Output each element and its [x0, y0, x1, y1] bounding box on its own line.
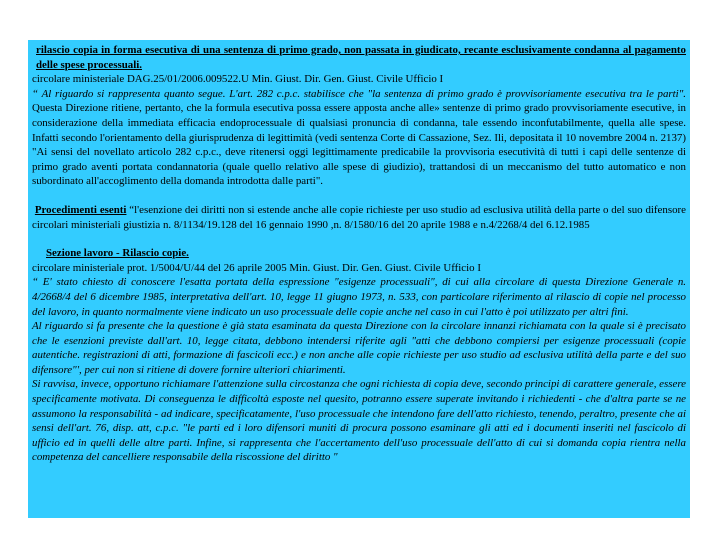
section2-body: “l'esenzione dei diritti non si estende anche alle copie richieste per uso studio ad esclusiva utilità della parte o del suo difensore circolari ministeriali giustizia n. 8/1134/19.128 del 16 gennaio 1990 ,n. 8/1580/16 del 20 aprile 1988 e n.4/2268/4 del 6.12.1985 — [32, 203, 686, 231]
slide-content — [28, 40, 690, 518]
section2-text — [32, 203, 686, 232]
section2-title: Procedimenti esenti — [34, 203, 127, 216]
section-sezione-lavoro — [32, 246, 686, 465]
section1-body: Questa Direzione ritiene, pertanto, che la formula esecutiva possa essere apposta anche alle» sentenze di primo grado provvisoriamente esecutive, in considerazione della immediata efficacia endoprocessuale di qualsiasi pronuncia di condanna, tale essendo inconfutabilmente, quella alle spese. Infatti secondo l'orientamento della giurisprudenza di legittimità (vedi sentenza Corte di Cassazione, Sez. Ili, depositata il 10 novembre 2004 n. 2137) "Ai sensi del novellato articolo 282 c.p.c., deve ritenersi oggi legittimamente predicabile la provvisoria esecutività di tutti i capi delle sentenze di primo grado aventi portata condannatoria (quale quello relativo alle spese di giudizio), trattandosi di un meccanismo del tutto automatico e non subordinato all'accoglimento della domanda introdotta dalle parti". — [32, 102, 686, 188]
section3-source: circolare ministeriale prot. 1/5004/U/44 del 26 aprile 2005 Min. Giust. Dir. Gen. Giust. Civile Ufficio I — [32, 261, 481, 274]
section3-title: Sezione lavoro - Rilascio copie. — [46, 247, 189, 260]
section3-paragraph-3: Si ravvisa, invece, opportuno richiamare l'attenzione sulla circostanza che ogni richiesta di copia deve, secondo principi di carattere generale, essere specificamente motivata. Di conseguenza le difficoltà esposte nel quesito, potranno essere superate invitando i richiedenti - che d'altra parte se ne assumono la responsabilità - ad indicare, specificatamente, l'uso processuale che intendono fare dell'atto richiesto, tenendo, peraltro, presente che ai sensi dell'art. 76, disp. att, c.p.c. "le parti ed i loro difensori muniti di procura possono esaminare gli atti ed i documenti inseriti nel fascicolo di ufficio ed in quelli delle altre parti. Infine, si rappresenta che l'accertamento dell'uso processuale dell'atto di cui si domanda copia rientra nella competenza del cancelliere responsabile della riscossione del diritto " — [32, 378, 686, 464]
section3-paragraph-1: “ E' stato chiesto di conoscere l'esatta portata della espressione "esigenze processuali", di cui alla circolare di questa Direzione Generale n. 4/2668/4 del 6 dicembre 1985, interpretativa dell'art. 10, legge 11 giugno 1973, n. 533, con particolare riferimento al rilascio di copie nel processo del lavoro, in quanto normalmente viene indicato un uso processuale delle copie anche nel caso in cui l'atto è poi utilizzato per altri fini. — [32, 276, 686, 318]
section3-paragraph-2: Al riguardo si fa presente che la questione è già stata esaminata da questa Direzione con la circolare innanzi richiamata con la quale si è precisato che le esenzioni previste dall'art. 10, legge citata, debbono intendersi riferite agli "atti che debbono compiersi per esigenze processuali (copie autentiche. registrazioni di atti, formazione di fascicoli ecc.) e non anche alle copie richieste per uso studio ad esclusiva utilità della parte e del suo difensore"', per cui non si ritiene di dovere fornire ulteriori chiarimenti. — [32, 320, 686, 376]
section1-quote: “ Al riguardo si rappresenta quanto segue. L'art. 282 c.p.c. stabilisce che "la sentenza di primo grado è provvisoriamente esecutiva tra le parti". — [32, 87, 686, 100]
spacer — [32, 232, 686, 246]
section1-source: circolare ministeriale DAG.25/01/2006.009522.U Min. Giust. Dir. Gen. Giust. Civile Ufficio I — [32, 73, 444, 86]
section-rilascio-copia — [32, 43, 686, 189]
section1-title: rilascio copia in forma esecutiva di una sentenza di primo grado, non passata in giudicato, recante esclusivamente condanna al pagamento delle spese processuali. — [36, 44, 686, 71]
section-procedimenti-esenti — [32, 203, 686, 232]
spacer — [32, 189, 686, 203]
section1-text — [32, 87, 686, 189]
